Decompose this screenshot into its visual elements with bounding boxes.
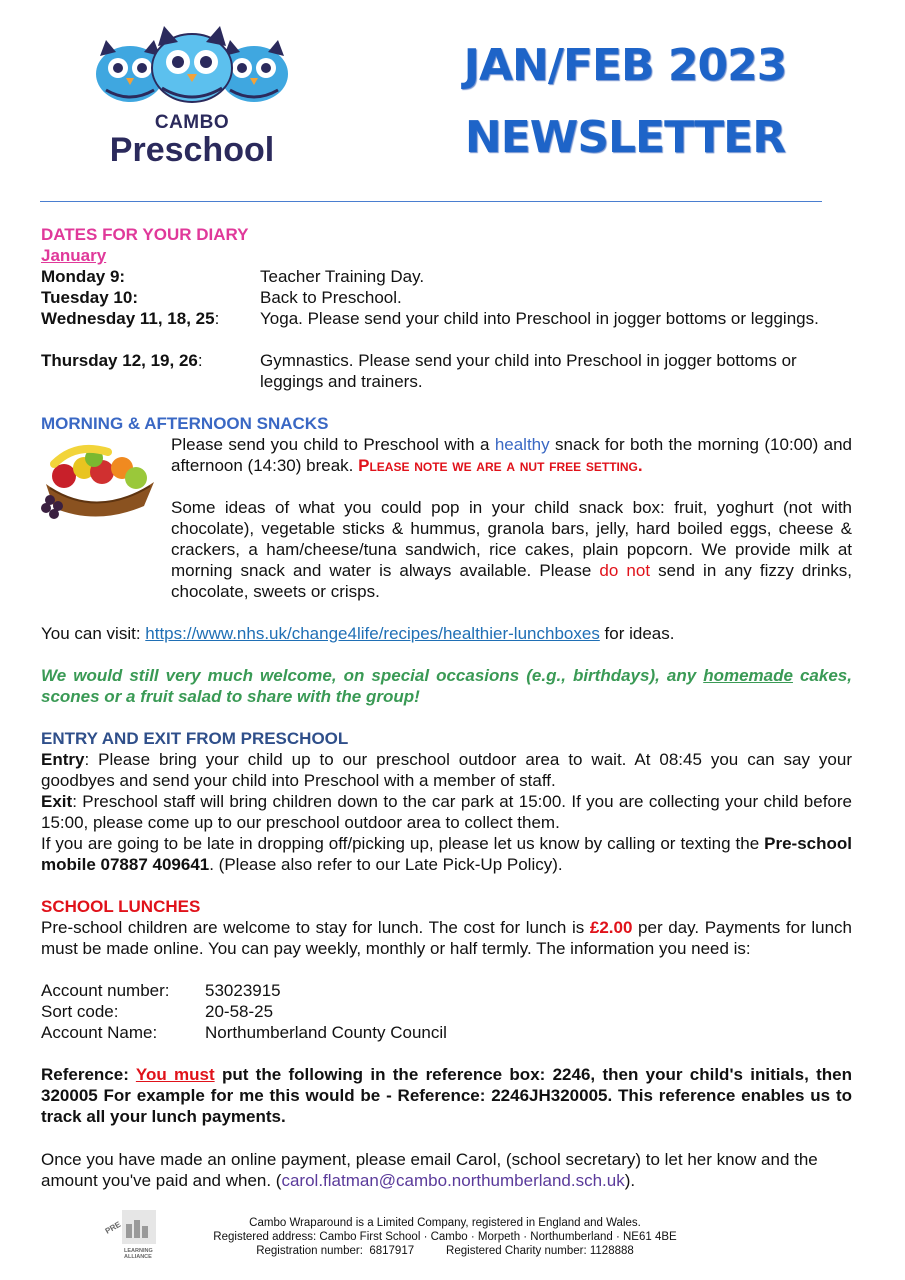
late-paragraph: If you are going to be late in dropping off/picking up, please let us know by calling or texting the Pre-school mobile 07887 409641. (Please also refer to our Late Pick-Up Policy). xyxy=(41,834,852,874)
diary-entry xyxy=(41,350,856,392)
account-value: 20-58-25 xyxy=(205,1002,274,1021)
title-line1: JAN/FEB 2023 xyxy=(463,40,787,91)
entry-paragraph: Entry: Please bring your child up to our preschool outdoor area to wait. At 08:45 you can say your goodbyes and send your child into Preschool with a member of staff. xyxy=(41,750,852,790)
account-label: Account Name: xyxy=(41,1023,158,1042)
header-divider xyxy=(40,201,822,202)
exit-paragraph: Exit: Preschool staff will bring children down to the car park at 15:00. If you are collecting your child before 15:00, please come up to our preschool outdoor area to collect them. xyxy=(41,792,852,832)
account-value: 53023915 xyxy=(205,981,281,1000)
entry-exit-heading xyxy=(41,728,856,749)
email-paragraph: Once you have made an online payment, please email Carol, (school secretary) to let her know and the amount you've paid and when. (carol.flatman@cambo.northumberland.sch.uk). xyxy=(41,1150,818,1190)
lunch-price: £2.00 xyxy=(589,918,633,937)
footer-line1: Cambo Wraparound is a Limited Company, registered in England and Wales. xyxy=(249,1217,641,1229)
diary-entry xyxy=(41,308,856,350)
diary-entry xyxy=(41,287,856,308)
diary-month-text: January xyxy=(41,246,107,265)
footer-line3: Registration number: 6817917 Registered Charity number: 1128888 xyxy=(256,1245,634,1257)
account-row xyxy=(41,1001,856,1022)
title-line2: NEWSLETTER xyxy=(464,112,786,163)
snacks-heading-text: MORNING & AFTERNOON SNACKS xyxy=(41,414,329,433)
diary-entry-text: Teacher Training Day. xyxy=(260,267,425,286)
svg-text:LEARNING: LEARNING xyxy=(124,1248,153,1254)
diary-heading xyxy=(41,224,856,245)
fruit-basket-icon xyxy=(36,442,158,522)
diary-entry-text: Yoga. Please send your child into Preschool in jogger bottoms or leggings. xyxy=(260,309,819,328)
svg-text:ALLIANCE: ALLIANCE xyxy=(124,1254,152,1260)
cambo-preschool-logo xyxy=(92,22,297,172)
account-row xyxy=(41,980,856,1001)
snacks-paragraph-2: Some ideas of what you could pop in your child snack box: fruit, yoghurt (not with chocolate), vegetable sticks & hummus, granola bars, jelly, hard boiled eggs, cheese & crackers, a ham/cheese/tuna sandwich, rice cakes, plain popcorn. We provide milk at morning snack and water is always available. Please do not send in any fizzy drinks, chocolate, sweets or crisps. xyxy=(171,498,853,601)
logo-line1: CAMBO xyxy=(154,112,230,133)
newsletter-title xyxy=(440,30,810,174)
entry-exit-heading-text: ENTRY AND EXIT FROM PRESCHOOL xyxy=(41,729,349,748)
svg-text:PRE: PRE xyxy=(104,1219,123,1236)
footer-line2: Registered address: Cambo First School · Cambo · Morpeth · Northumberland · NE61 4BE xyxy=(213,1231,677,1243)
account-row xyxy=(41,1022,856,1043)
owls-icon xyxy=(92,22,292,110)
diary-entry-day: Wednesday 11, 18, 25: xyxy=(41,309,220,328)
diary-heading-text: DATES FOR YOUR DIARY xyxy=(41,225,249,244)
healthy-word: healthy xyxy=(494,435,550,454)
lunches-heading xyxy=(41,896,856,917)
footer xyxy=(200,1216,690,1258)
diary-entry-day: Tuesday 10: xyxy=(41,288,139,307)
reference-paragraph: Reference: You must put the following in the reference box: 2246, then your child's initials, then 320005 For example for me this would be - Reference: 2246JH320005. This reference enables us to track all your lunch payments. xyxy=(41,1065,852,1126)
you-must-text: You must xyxy=(135,1065,215,1084)
snacks-paragraph-1: Please send you child to Preschool with a healthy snack for both the morning (10:00) and afternoon (14:30) break. Please note we are a nut free setting. xyxy=(171,435,852,475)
do-not-text: do not xyxy=(599,561,651,580)
diary-entry-day: Monday 9: xyxy=(41,267,126,286)
secretary-email[interactable]: carol.flatman@cambo.northumberland.sch.uk xyxy=(281,1171,625,1190)
homemade-welcome: We would still very much welcome, on special occasions (e.g., birthdays), any homemade cakes, scones or a fruit salad to share with the group! xyxy=(41,666,852,706)
logo-line2: Preschool xyxy=(109,131,275,169)
fruit-basket-image xyxy=(36,442,158,522)
nhs-lunchbox-link[interactable]: https://www.nhs.uk/change4life/recipes/healthier-lunchboxes xyxy=(145,624,600,643)
lunches-heading-text: SCHOOL LUNCHES xyxy=(41,897,201,916)
visit-line: You can visit: https://www.nhs.uk/change4life/recipes/healthier-lunchboxes for ideas. xyxy=(41,624,675,643)
diary-month xyxy=(41,245,856,266)
diary-entry-day: Thursday 12, 19, 26: xyxy=(41,351,203,370)
diary-entry-text: Back to Preschool. xyxy=(260,288,402,307)
mobile-number: Pre-school mobile 07887 409641 xyxy=(41,834,852,874)
account-label: Account number: xyxy=(41,981,170,1000)
nut-free-note: Please note we are a nut free setting. xyxy=(358,456,643,475)
account-value: Northumberland County Council xyxy=(205,1023,447,1042)
diary-entry xyxy=(41,266,856,287)
learning-alliance-icon xyxy=(104,1210,158,1260)
snacks-heading xyxy=(41,413,856,434)
learning-alliance-logo xyxy=(104,1210,158,1260)
lunches-paragraph: Pre-school children are welcome to stay for lunch. The cost for lunch is £2.00 per day. Payments for lunch must be made online. You can pay weekly, monthly or half termly. The information you need is: xyxy=(41,918,852,958)
diary-entry-text: Gymnastics. Please send your child into Preschool in jogger bottoms or leggings and trainers. xyxy=(260,351,797,391)
account-label: Sort code: xyxy=(41,1002,119,1021)
